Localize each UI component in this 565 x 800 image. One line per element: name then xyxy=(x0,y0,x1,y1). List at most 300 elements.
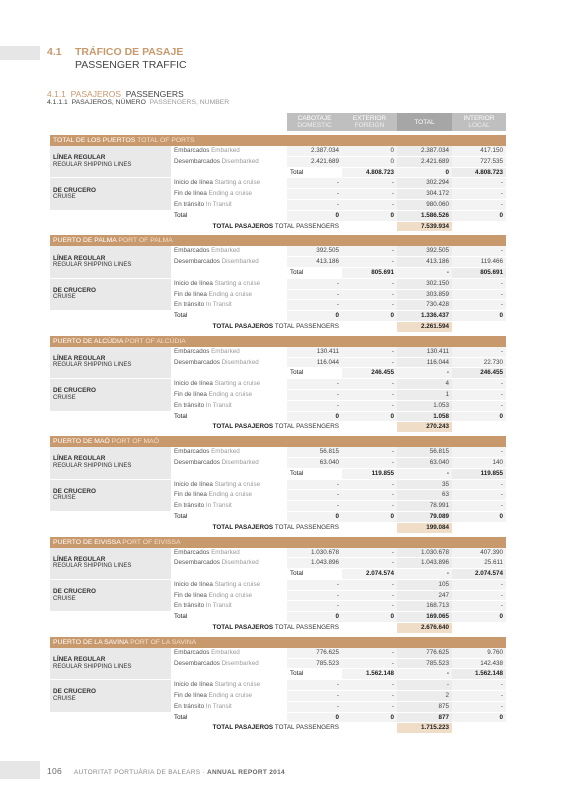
value-cell: 0 xyxy=(452,210,506,221)
row-label: Inicio de línea Starting a cruise xyxy=(171,178,287,189)
value-cell: - xyxy=(287,501,342,512)
group-label: LÍNEA REGULAR REGULAR SHIPPING LINES xyxy=(50,246,171,278)
header-blank xyxy=(50,113,287,131)
grand-total-label: TOTAL PASAJEROS TOTAL PASSENGERS xyxy=(212,322,339,330)
value-cell: 727.535 xyxy=(452,156,506,167)
grand-total-blank xyxy=(342,723,397,733)
grand-total-blank xyxy=(452,221,506,231)
value-cell: - xyxy=(287,701,342,712)
value-cell: 1.562.148 xyxy=(452,669,506,680)
row-label: Desembarcados Disembarked xyxy=(171,357,287,368)
table-row xyxy=(50,612,506,623)
port-name: PUERTO DE LA SAVINA PORT OF LA SAVINA xyxy=(50,637,506,648)
table-row xyxy=(50,347,506,357)
value-cell: - xyxy=(342,658,397,669)
value-cell: - xyxy=(397,468,452,479)
value-cell: 980.060 xyxy=(397,199,452,210)
row-label: Fin de línea Ending a cruise xyxy=(171,490,287,501)
grand-total-blank xyxy=(452,723,506,733)
value-cell: - xyxy=(287,400,342,411)
value-cell: - xyxy=(452,389,506,400)
table-row xyxy=(50,712,506,723)
value-cell: 130.411 xyxy=(287,347,342,357)
value-cell: - xyxy=(287,178,342,189)
group-label: DE CRUCERO CRUISE xyxy=(50,178,171,210)
value-cell: 0 xyxy=(452,712,506,723)
group-spacer xyxy=(171,468,287,479)
value-cell: 417.150 xyxy=(452,146,506,156)
group-spacer xyxy=(50,210,171,221)
value-cell: - xyxy=(342,357,397,368)
value-cell: 63.040 xyxy=(397,457,452,468)
value-cell: - xyxy=(452,579,506,590)
row-label: En tránsito In Transit xyxy=(171,601,287,612)
table-row xyxy=(50,246,506,256)
table-number: 4.1.1.1 xyxy=(47,99,68,106)
value-cell: 2.387.034 xyxy=(397,146,452,156)
port-header-row xyxy=(50,436,506,447)
row-label: Embarcados Embarked xyxy=(171,146,287,156)
sidebar-marker xyxy=(0,46,40,60)
value-cell: 875 xyxy=(397,701,452,712)
subsection-heading xyxy=(47,89,184,99)
grand-total-value: 2.676.640 xyxy=(397,623,452,633)
value-cell: - xyxy=(342,691,397,702)
value-cell: 56.815 xyxy=(287,447,342,457)
value-cell: - xyxy=(342,257,397,268)
row-label: Total xyxy=(287,368,342,379)
grand-total-blank xyxy=(342,221,397,231)
row-label: Total xyxy=(171,712,287,723)
value-cell: - xyxy=(287,189,342,200)
col-header-domestic: CABOTAJE DOMESTIC xyxy=(287,113,342,131)
row-label: Embarcados Embarked xyxy=(171,347,287,357)
row-label: Fin de línea Ending a cruise xyxy=(171,590,287,601)
value-cell: 805.691 xyxy=(342,267,397,278)
port-name: PUERTO DE PALMA PORT OF PALMA xyxy=(50,235,506,246)
value-cell: - xyxy=(397,569,452,580)
value-cell: - xyxy=(342,246,397,256)
grand-total-blank xyxy=(342,321,397,331)
row-label: Inicio de línea Starting a cruise xyxy=(171,278,287,289)
value-cell: - xyxy=(287,680,342,691)
row-label: Inicio de línea Starting a cruise xyxy=(171,579,287,590)
grand-total-row xyxy=(50,422,506,432)
row-label: Total xyxy=(287,669,342,680)
group-spacer xyxy=(171,569,287,580)
value-cell: - xyxy=(287,590,342,601)
value-cell: 413.186 xyxy=(287,257,342,268)
table-row xyxy=(50,210,506,221)
section-title: TRÁFICO DE PASAJE xyxy=(75,46,184,58)
value-cell: 0 xyxy=(287,311,342,322)
value-cell: 1.053 xyxy=(397,400,452,411)
grand-total-blank xyxy=(342,522,397,532)
value-cell: 119.855 xyxy=(342,468,397,479)
table-row xyxy=(50,548,506,558)
footer-report: ANNUAL REPORT 2014 xyxy=(207,769,285,776)
subsection-number: 4.1.1 xyxy=(47,89,66,99)
row-label: En tránsito In Transit xyxy=(171,400,287,411)
value-cell: 730.428 xyxy=(397,300,452,311)
value-cell: 0 xyxy=(397,167,452,178)
row-label: En tránsito In Transit xyxy=(171,701,287,712)
value-cell: 2.421.689 xyxy=(397,156,452,167)
value-cell: - xyxy=(342,278,397,289)
value-cell: 25.611 xyxy=(452,558,506,569)
value-cell: - xyxy=(342,389,397,400)
group-label: LÍNEA REGULAR REGULAR SHIPPING LINES xyxy=(50,548,171,580)
port-name: PUERTO DE ALCÚDIA PORT OF ALCÚDIA xyxy=(50,336,506,347)
table-header-row xyxy=(50,113,506,131)
value-cell: 22.730 xyxy=(452,357,506,368)
group-spacer xyxy=(171,167,287,178)
value-cell: 4 xyxy=(397,379,452,390)
grand-total-row xyxy=(50,723,506,733)
grand-total-value: 2.261.594 xyxy=(397,321,452,331)
group-spacer xyxy=(171,267,287,278)
value-cell: 0 xyxy=(287,411,342,422)
table-row xyxy=(50,379,506,390)
value-cell: - xyxy=(452,289,506,300)
grand-total-blank xyxy=(452,623,506,633)
value-cell: 0 xyxy=(342,712,397,723)
value-cell: - xyxy=(342,479,397,490)
grand-total-blank xyxy=(342,623,397,633)
row-label: Desembarcados Disembarked xyxy=(171,156,287,167)
value-cell: 1.058 xyxy=(397,411,452,422)
value-cell: 877 xyxy=(397,712,452,723)
section-number: 4.1 xyxy=(47,46,62,58)
table-row xyxy=(50,511,506,522)
value-cell: 0 xyxy=(452,511,506,522)
row-label: Total xyxy=(171,210,287,221)
value-cell: 4.808.723 xyxy=(452,167,506,178)
value-cell: 119.855 xyxy=(452,468,506,479)
value-cell: 785.523 xyxy=(397,658,452,669)
row-label: Inicio de línea Starting a cruise xyxy=(171,479,287,490)
value-cell: - xyxy=(287,199,342,210)
value-cell: - xyxy=(342,590,397,601)
value-cell: 805.691 xyxy=(452,267,506,278)
group-spacer xyxy=(50,712,171,723)
table-heading xyxy=(47,99,229,106)
value-cell: 130.411 xyxy=(397,347,452,357)
col-header-local: INTERIOR LOCAL xyxy=(452,113,506,131)
row-label: Inicio de línea Starting a cruise xyxy=(171,379,287,390)
group-label: DE CRUCERO CRUISE xyxy=(50,579,171,611)
page-footer xyxy=(47,766,285,776)
value-cell: 0 xyxy=(287,210,342,221)
group-spacer xyxy=(50,511,171,522)
value-cell: 56.815 xyxy=(397,447,452,457)
value-cell: 413.186 xyxy=(397,257,452,268)
value-cell: - xyxy=(397,680,452,691)
value-cell: 1.043.896 xyxy=(287,558,342,569)
group-label: DE CRUCERO CRUISE xyxy=(50,379,171,411)
table-row xyxy=(50,146,506,156)
value-cell: - xyxy=(452,300,506,311)
footer-separator: · xyxy=(202,769,205,776)
value-cell: 116.044 xyxy=(287,357,342,368)
table-row xyxy=(50,278,506,289)
value-cell: - xyxy=(342,501,397,512)
value-cell: 785.523 xyxy=(287,658,342,669)
value-cell: - xyxy=(342,289,397,300)
value-cell: 2 xyxy=(397,691,452,702)
table-row xyxy=(50,311,506,322)
value-cell: - xyxy=(287,601,342,612)
value-cell: 0 xyxy=(342,146,397,156)
value-cell: 0 xyxy=(287,612,342,623)
row-label: Total xyxy=(171,511,287,522)
value-cell: - xyxy=(342,199,397,210)
grand-total-row xyxy=(50,522,506,532)
port-header-row xyxy=(50,336,506,347)
value-cell: 105 xyxy=(397,579,452,590)
port-header-row xyxy=(50,235,506,246)
value-cell: 0 xyxy=(342,612,397,623)
group-spacer xyxy=(171,368,287,379)
value-cell: 0 xyxy=(342,210,397,221)
value-cell: - xyxy=(452,680,506,691)
group-label: LÍNEA REGULAR REGULAR SHIPPING LINES xyxy=(50,648,171,680)
table-row xyxy=(50,447,506,457)
value-cell: 79.089 xyxy=(397,511,452,522)
row-label: Desembarcados Disembarked xyxy=(171,658,287,669)
value-cell: - xyxy=(452,347,506,357)
value-cell: - xyxy=(342,548,397,558)
value-cell: 776.625 xyxy=(397,648,452,658)
passengers-table xyxy=(50,113,506,733)
value-cell: - xyxy=(287,479,342,490)
row-label: Total xyxy=(287,569,342,580)
value-cell: 392.505 xyxy=(287,246,342,256)
row-label: Fin de línea Ending a cruise xyxy=(171,389,287,400)
group-label: DE CRUCERO CRUISE xyxy=(50,680,171,712)
value-cell: - xyxy=(287,300,342,311)
value-cell: 1.030.678 xyxy=(287,548,342,558)
value-cell: - xyxy=(342,189,397,200)
row-label: Total xyxy=(287,468,342,479)
row-label: Desembarcados Disembarked xyxy=(171,558,287,569)
value-cell: 168.713 xyxy=(397,601,452,612)
value-cell: - xyxy=(342,601,397,612)
group-label: LÍNEA REGULAR REGULAR SHIPPING LINES xyxy=(50,447,171,479)
section-subtitle: PASSENGER TRAFFIC xyxy=(75,59,187,71)
value-cell: 2.074.574 xyxy=(342,569,397,580)
port-name: TOTAL DE LOS PUERTOS TOTAL OF PORTS xyxy=(50,135,506,146)
value-cell: - xyxy=(452,278,506,289)
grand-total-blank xyxy=(452,522,506,532)
row-label: En tránsito In Transit xyxy=(171,501,287,512)
table-body xyxy=(50,131,506,733)
port-header-row xyxy=(50,637,506,648)
value-cell: - xyxy=(287,389,342,400)
value-cell: 0 xyxy=(287,712,342,723)
value-cell: - xyxy=(397,669,452,680)
row-label: Desembarcados Disembarked xyxy=(171,457,287,468)
table-row xyxy=(50,648,506,658)
grand-total-label: TOTAL PASAJEROS TOTAL PASSENGERS xyxy=(212,423,339,431)
grand-total-blank xyxy=(452,321,506,331)
value-cell: 247 xyxy=(397,590,452,601)
table-row xyxy=(50,579,506,590)
row-label: En tránsito In Transit xyxy=(171,300,287,311)
row-label: Total xyxy=(171,612,287,623)
row-label: En tránsito In Transit xyxy=(171,199,287,210)
group-label: DE CRUCERO CRUISE xyxy=(50,278,171,310)
col-header-foreign: EXTERIOR FOREIGN xyxy=(342,113,397,131)
row-label: Fin de línea Ending a cruise xyxy=(171,289,287,300)
grand-total-row xyxy=(50,321,506,331)
row-label: Total xyxy=(287,167,342,178)
value-cell: - xyxy=(452,601,506,612)
value-cell: 78.991 xyxy=(397,501,452,512)
value-cell: - xyxy=(452,189,506,200)
value-cell: - xyxy=(287,278,342,289)
table-row xyxy=(50,178,506,189)
group-label: DE CRUCERO CRUISE xyxy=(50,479,171,511)
value-cell: 35 xyxy=(397,479,452,490)
value-cell: - xyxy=(342,400,397,411)
grand-total-label: TOTAL PASAJEROS TOTAL PASSENGERS xyxy=(212,624,339,632)
value-cell: - xyxy=(452,447,506,457)
table-title-en: PASSENGERS, NUMBER xyxy=(149,99,230,106)
row-label: Fin de línea Ending a cruise xyxy=(171,189,287,200)
value-cell: 1.030.678 xyxy=(397,548,452,558)
value-cell: - xyxy=(342,447,397,457)
row-label: Total xyxy=(171,311,287,322)
subsection-title-en: PASSENGERS xyxy=(125,89,184,99)
grand-total-value: 1.715.223 xyxy=(397,723,452,733)
value-cell: 9.760 xyxy=(452,648,506,658)
group-label: LÍNEA REGULAR REGULAR SHIPPING LINES xyxy=(50,347,171,379)
port-name: PUERTO DE MAÓ PORT OF MAÓ xyxy=(50,436,506,447)
group-spacer xyxy=(171,669,287,680)
value-cell: - xyxy=(452,691,506,702)
grand-total-blank xyxy=(342,422,397,432)
value-cell: - xyxy=(287,490,342,501)
col-header-total: TOTAL xyxy=(397,113,452,131)
grand-total-value: 199.084 xyxy=(397,522,452,532)
value-cell: 1.336.437 xyxy=(397,311,452,322)
group-spacer xyxy=(50,411,171,422)
value-cell: - xyxy=(287,579,342,590)
grand-total-label: TOTAL PASAJEROS TOTAL PASSENGERS xyxy=(212,724,339,732)
value-cell: 1 xyxy=(397,389,452,400)
value-cell: 0 xyxy=(342,311,397,322)
grand-total-label: TOTAL PASAJEROS TOTAL PASSENGERS xyxy=(212,523,339,531)
value-cell: 169.065 xyxy=(397,612,452,623)
value-cell: 776.625 xyxy=(287,648,342,658)
group-label: LÍNEA REGULAR REGULAR SHIPPING LINES xyxy=(50,146,171,178)
value-cell: 304.172 xyxy=(397,189,452,200)
value-cell: - xyxy=(342,457,397,468)
value-cell: - xyxy=(452,701,506,712)
value-cell: 1.586.526 xyxy=(397,210,452,221)
grand-total-row xyxy=(50,221,506,231)
port-name: PUERTO DE EIVISSA PORT OF EIVISSA xyxy=(50,537,506,548)
group-spacer xyxy=(50,612,171,623)
value-cell: - xyxy=(342,648,397,658)
grand-total-value: 270.243 xyxy=(397,422,452,432)
value-cell: - xyxy=(452,400,506,411)
value-cell: - xyxy=(342,300,397,311)
value-cell: 116.044 xyxy=(397,357,452,368)
value-cell: 2.421.689 xyxy=(287,156,342,167)
value-cell: 1.043.896 xyxy=(397,558,452,569)
value-cell: - xyxy=(397,368,452,379)
row-label: Desembarcados Disembarked xyxy=(171,257,287,268)
value-cell: - xyxy=(287,289,342,300)
value-cell: 0 xyxy=(452,411,506,422)
value-cell: - xyxy=(452,479,506,490)
table-row xyxy=(50,411,506,422)
row-label: Embarcados Embarked xyxy=(171,548,287,558)
value-cell: - xyxy=(452,590,506,601)
row-label: Fin de línea Ending a cruise xyxy=(171,691,287,702)
value-cell: - xyxy=(342,579,397,590)
value-cell: 0 xyxy=(342,411,397,422)
footer-org: AUTORITAT PORTUÀRIA DE BALEARS xyxy=(73,769,201,776)
value-cell: - xyxy=(342,178,397,189)
value-cell: 302.150 xyxy=(397,278,452,289)
value-cell: 0 xyxy=(452,311,506,322)
value-cell: 0 xyxy=(342,511,397,522)
value-cell: 246.455 xyxy=(452,368,506,379)
value-cell: 119.466 xyxy=(452,257,506,268)
row-label: Inicio de línea Starting a cruise xyxy=(171,680,287,691)
value-cell: 63 xyxy=(397,490,452,501)
value-cell: 392.505 xyxy=(397,246,452,256)
value-cell: 0 xyxy=(452,612,506,623)
grand-total-value: 7.539.934 xyxy=(397,221,452,231)
value-cell: 302.294 xyxy=(397,178,452,189)
value-cell: - xyxy=(287,691,342,702)
value-cell: - xyxy=(397,267,452,278)
value-cell: 303.859 xyxy=(397,289,452,300)
row-label: Total xyxy=(287,267,342,278)
value-cell: - xyxy=(452,246,506,256)
value-cell: - xyxy=(342,490,397,501)
value-cell: 2.074.574 xyxy=(452,569,506,580)
footer-marker xyxy=(0,761,40,779)
value-cell: - xyxy=(452,178,506,189)
port-header-row xyxy=(50,537,506,548)
value-cell: 63.040 xyxy=(287,457,342,468)
value-cell: 0 xyxy=(342,156,397,167)
subsection-title-es: PASAJEROS xyxy=(70,89,122,99)
value-cell: - xyxy=(452,379,506,390)
value-cell: 2.387.034 xyxy=(287,146,342,156)
value-cell: - xyxy=(342,680,397,691)
table-row xyxy=(50,680,506,691)
page-number: 106 xyxy=(47,766,63,776)
row-label: Embarcados Embarked xyxy=(171,246,287,256)
value-cell: - xyxy=(452,199,506,210)
port-header-row xyxy=(50,135,506,146)
value-cell: - xyxy=(342,701,397,712)
grand-total-label: TOTAL PASAJEROS TOTAL PASSENGERS xyxy=(212,222,339,230)
table-title-es: PASAJEROS, NÚMERO xyxy=(71,99,146,106)
value-cell: 246.455 xyxy=(342,368,397,379)
value-cell: - xyxy=(342,347,397,357)
grand-total-row xyxy=(50,623,506,633)
value-cell: 407.390 xyxy=(452,548,506,558)
value-cell: 142.438 xyxy=(452,658,506,669)
grand-total-blank xyxy=(452,422,506,432)
